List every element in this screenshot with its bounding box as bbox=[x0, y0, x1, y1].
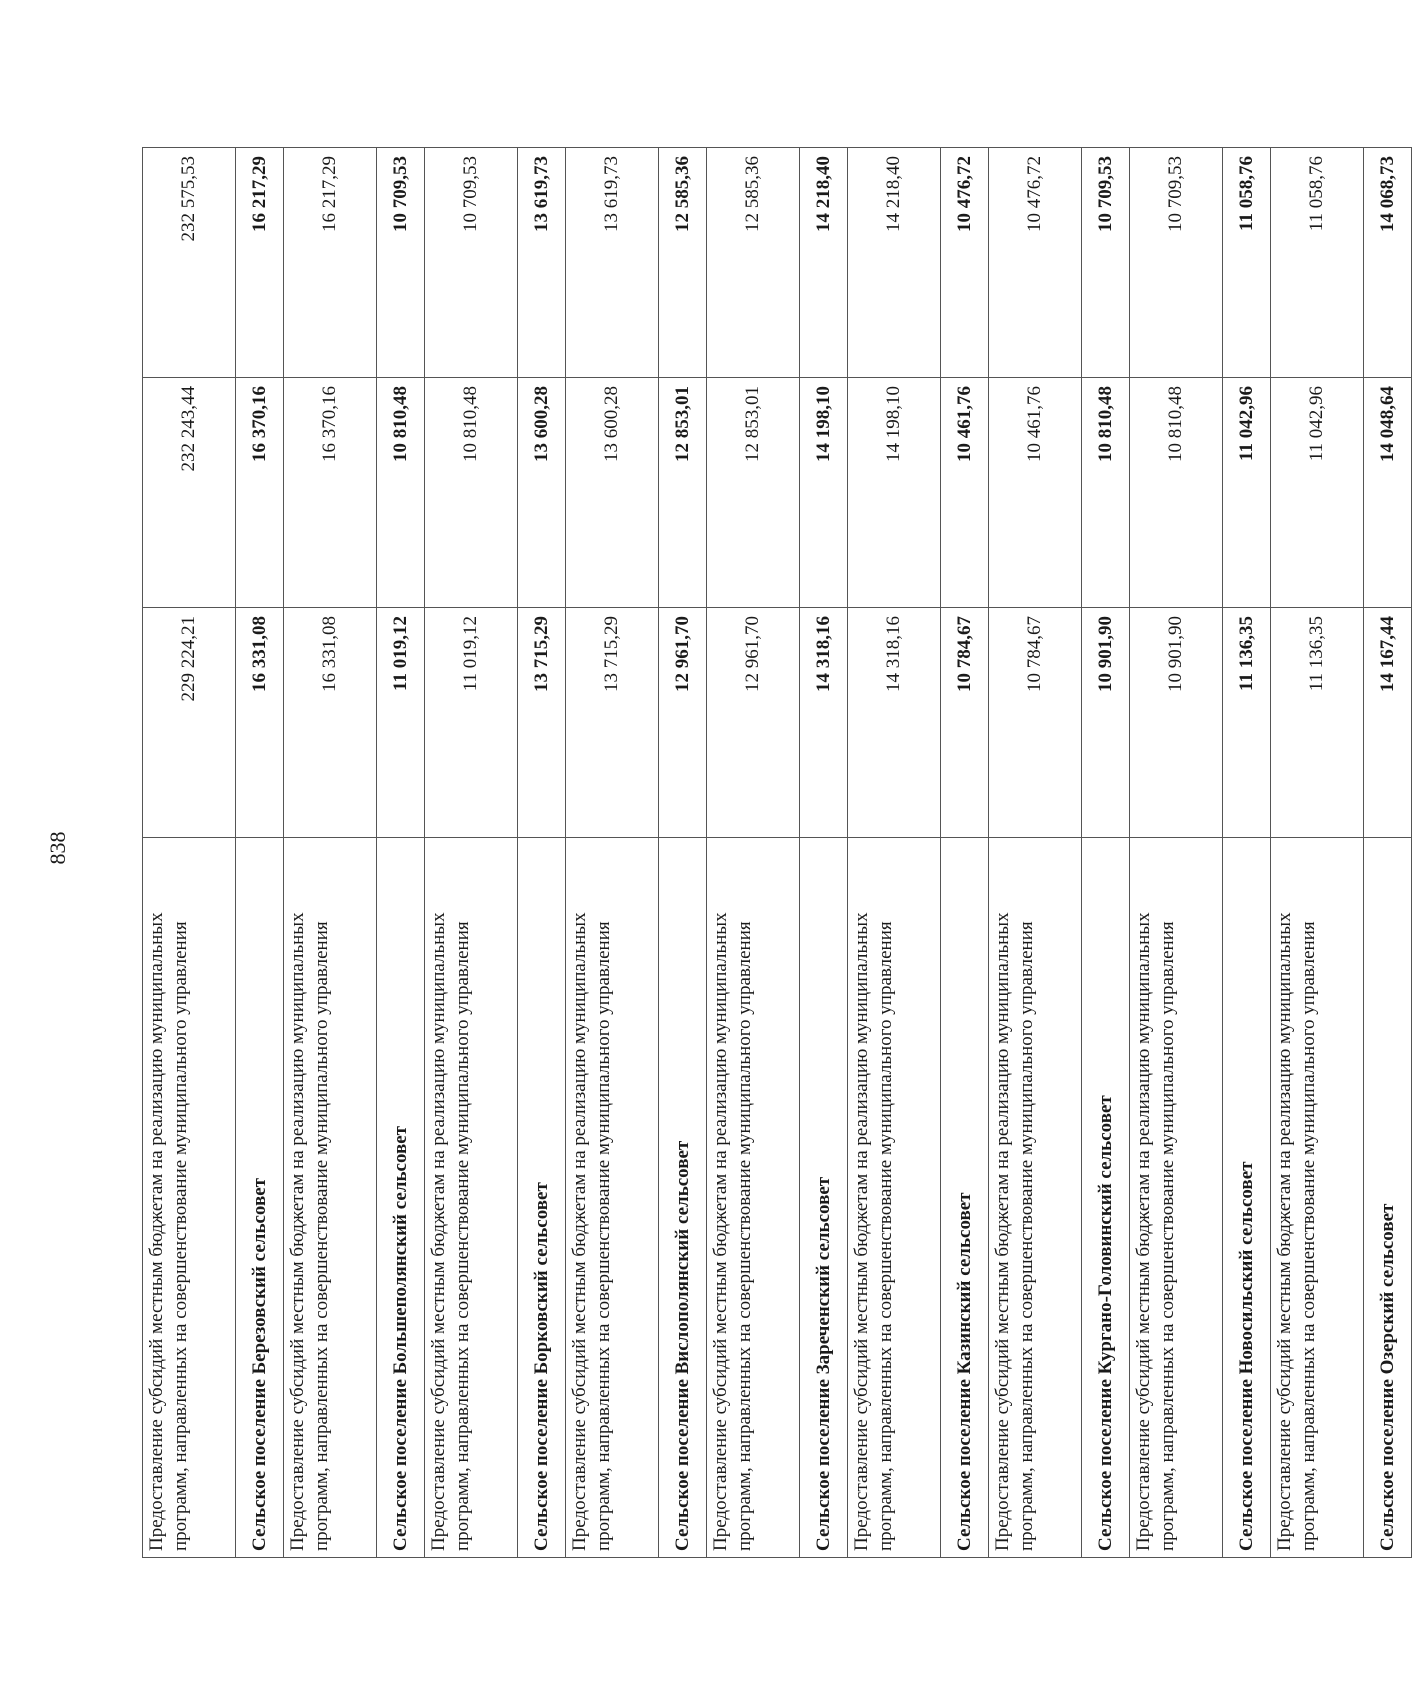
table-row bbox=[377, 148, 425, 1558]
value-cell-3: 10 709,53 bbox=[425, 148, 518, 378]
table-row bbox=[518, 148, 566, 1558]
value-cell-3: 14 218,40 bbox=[848, 148, 941, 378]
table-row bbox=[659, 148, 707, 1558]
table-row bbox=[1271, 148, 1364, 1558]
table-row bbox=[1130, 148, 1223, 1558]
value-cell-1: 10 784,67 bbox=[941, 608, 989, 838]
table-row bbox=[566, 148, 659, 1558]
value-cell-2: 232 243,44 bbox=[143, 378, 236, 608]
value-cell-1: 229 224,21 bbox=[143, 608, 236, 838]
value-cell-2: 11 042,96 bbox=[1223, 378, 1271, 608]
value-cell-3: 10 709,53 bbox=[1130, 148, 1223, 378]
page-number: 838 bbox=[45, 831, 70, 865]
value-cell-2: 14 198,10 bbox=[800, 378, 848, 608]
value-cell-1: 16 331,08 bbox=[236, 608, 284, 838]
value-cell-3: 11 058,76 bbox=[1223, 148, 1271, 378]
row-name-cell: Сельское поселение Большеполянский сельсовет bbox=[377, 838, 425, 1558]
value-cell-2: 11 042,96 bbox=[1271, 378, 1364, 608]
rotated-table-container bbox=[142, 147, 1412, 1558]
row-name-cell: Предоставление субсидий местным бюджетам на реализацию муниципальных программ, направленных на совершенствование муниципального управления bbox=[425, 838, 518, 1558]
value-cell-3: 16 217,29 bbox=[236, 148, 284, 378]
row-name-cell: Предоставление субсидий местным бюджетам на реализацию муниципальных программ, направленных на совершенствование муниципального управления bbox=[707, 838, 800, 1558]
table-row bbox=[284, 148, 377, 1558]
value-cell-1: 14 167,44 bbox=[1364, 608, 1412, 838]
value-cell-2: 14 198,10 bbox=[848, 378, 941, 608]
row-name-cell: Предоставление субсидий местным бюджетам на реализацию муниципальных программ, направленных на совершенствование муниципального управления bbox=[848, 838, 941, 1558]
value-cell-1: 12 961,70 bbox=[707, 608, 800, 838]
value-cell-1: 11 019,12 bbox=[377, 608, 425, 838]
row-name-cell: Предоставление субсидий местным бюджетам на реализацию муниципальных программ, направленных на совершенствование муниципального управления bbox=[1271, 838, 1364, 1558]
value-cell-3: 12 585,36 bbox=[659, 148, 707, 378]
row-name-cell: Предоставление субсидий местным бюджетам на реализацию муниципальных программ, направленных на совершенствование муниципального управления bbox=[143, 838, 236, 1558]
value-cell-1: 11 136,35 bbox=[1223, 608, 1271, 838]
table-row bbox=[143, 148, 236, 1558]
value-cell-3: 10 709,53 bbox=[1082, 148, 1130, 378]
table-row bbox=[236, 148, 284, 1558]
value-cell-2: 16 370,16 bbox=[236, 378, 284, 608]
value-cell-3: 10 476,72 bbox=[989, 148, 1082, 378]
value-cell-3: 10 476,72 bbox=[941, 148, 989, 378]
value-cell-2: 13 600,28 bbox=[518, 378, 566, 608]
value-cell-2: 10 810,48 bbox=[425, 378, 518, 608]
value-cell-1: 10 901,90 bbox=[1130, 608, 1223, 838]
budget-table bbox=[142, 147, 1412, 1558]
row-name-cell: Сельское поселение Новосильский сельсовет bbox=[1223, 838, 1271, 1558]
value-cell-3: 10 709,53 bbox=[377, 148, 425, 378]
value-cell-2: 12 853,01 bbox=[659, 378, 707, 608]
value-cell-1: 10 784,67 bbox=[989, 608, 1082, 838]
table-row bbox=[425, 148, 518, 1558]
table-row bbox=[1082, 148, 1130, 1558]
row-name-cell: Сельское поселение Березовский сельсовет bbox=[236, 838, 284, 1558]
value-cell-3: 13 619,73 bbox=[518, 148, 566, 378]
row-name-cell: Предоставление субсидий местным бюджетам на реализацию муниципальных программ, направленных на совершенствование муниципального управления bbox=[566, 838, 659, 1558]
table-row bbox=[989, 148, 1082, 1558]
value-cell-3: 14 218,40 bbox=[800, 148, 848, 378]
row-name-cell: Сельское поселение Зареченский сельсовет bbox=[800, 838, 848, 1558]
value-cell-2: 12 853,01 bbox=[707, 378, 800, 608]
value-cell-1: 10 901,90 bbox=[1082, 608, 1130, 838]
table-row bbox=[1364, 148, 1412, 1558]
table-row bbox=[707, 148, 800, 1558]
value-cell-1: 14 318,16 bbox=[848, 608, 941, 838]
row-name-cell: Сельское поселение Озерский сельсовет bbox=[1364, 838, 1412, 1558]
value-cell-3: 14 068,73 bbox=[1364, 148, 1412, 378]
value-cell-3: 13 619,73 bbox=[566, 148, 659, 378]
value-cell-3: 232 575,53 bbox=[143, 148, 236, 378]
value-cell-1: 13 715,29 bbox=[566, 608, 659, 838]
value-cell-2: 13 600,28 bbox=[566, 378, 659, 608]
value-cell-1: 11 019,12 bbox=[425, 608, 518, 838]
value-cell-3: 12 585,36 bbox=[707, 148, 800, 378]
row-name-cell: Сельское поселение Борковский сельсовет bbox=[518, 838, 566, 1558]
value-cell-2: 10 461,76 bbox=[989, 378, 1082, 608]
table-row bbox=[1223, 148, 1271, 1558]
table-row bbox=[848, 148, 941, 1558]
table-row bbox=[800, 148, 848, 1558]
value-cell-1: 13 715,29 bbox=[518, 608, 566, 838]
value-cell-2: 16 370,16 bbox=[284, 378, 377, 608]
row-name-cell: Предоставление субсидий местным бюджетам на реализацию муниципальных программ, направленных на совершенствование муниципального управления bbox=[1130, 838, 1223, 1558]
value-cell-2: 10 810,48 bbox=[377, 378, 425, 608]
value-cell-2: 10 461,76 bbox=[941, 378, 989, 608]
value-cell-1: 14 318,16 bbox=[800, 608, 848, 838]
row-name-cell: Предоставление субсидий местным бюджетам на реализацию муниципальных программ, направленных на совершенствование муниципального управления bbox=[989, 838, 1082, 1558]
value-cell-1: 11 136,35 bbox=[1271, 608, 1364, 838]
value-cell-2: 10 810,48 bbox=[1082, 378, 1130, 608]
value-cell-2: 10 810,48 bbox=[1130, 378, 1223, 608]
table-row bbox=[941, 148, 989, 1558]
value-cell-1: 12 961,70 bbox=[659, 608, 707, 838]
value-cell-2: 14 048,64 bbox=[1364, 378, 1412, 608]
value-cell-1: 16 331,08 bbox=[284, 608, 377, 838]
row-name-cell: Предоставление субсидий местным бюджетам на реализацию муниципальных программ, направленных на совершенствование муниципального управления bbox=[284, 838, 377, 1558]
row-name-cell: Сельское поселение Казинский сельсовет bbox=[941, 838, 989, 1558]
value-cell-3: 11 058,76 bbox=[1271, 148, 1364, 378]
value-cell-3: 16 217,29 bbox=[284, 148, 377, 378]
row-name-cell: Сельское поселение Вислополянский сельсовет bbox=[659, 838, 707, 1558]
row-name-cell: Сельское поселение Кургано-Головинский сельсовет bbox=[1082, 838, 1130, 1558]
